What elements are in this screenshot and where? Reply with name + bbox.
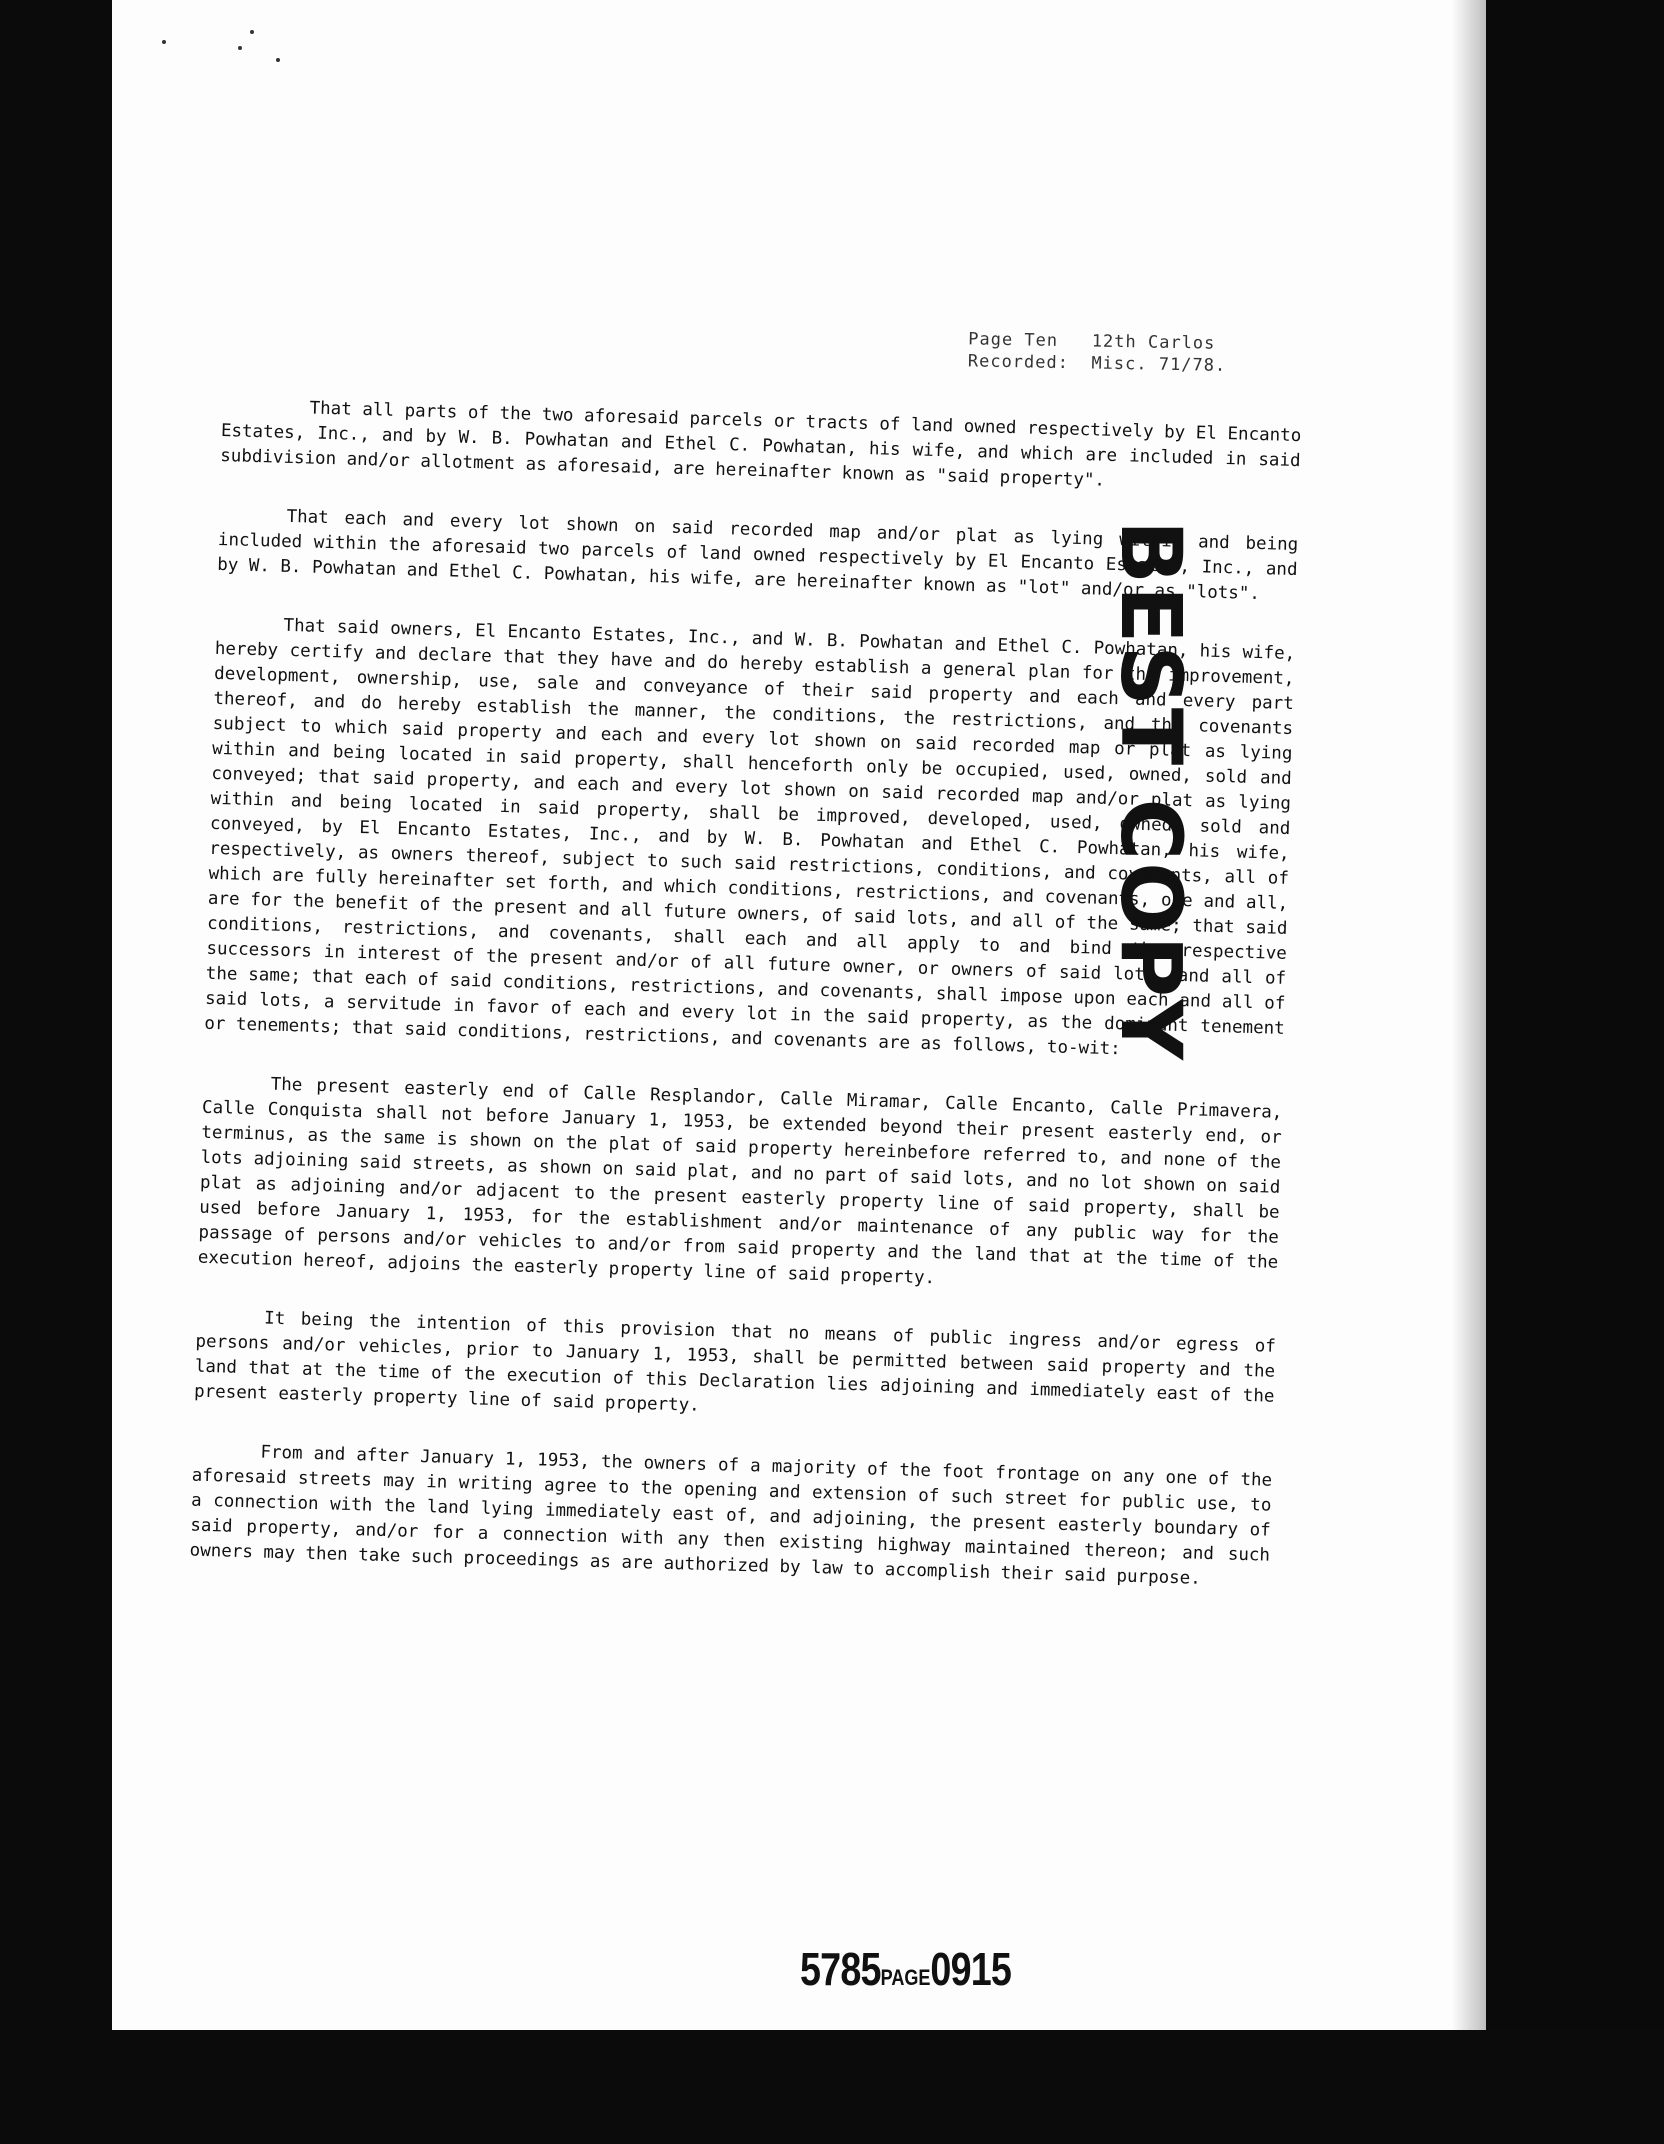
book-page-number (800, 1942, 1011, 1996)
paragraph-said-property: That all parts of the two aforesaid parcels or tracts of land owned respectively by El Encanto Estates, Inc., and by W. B. Powhatan and Ethel C. Powhatan, his wife, and which are included in said subdivision and/or allotment as aforesaid, are hereinafter known as "said property". (219, 398, 1302, 491)
best-copy-stamp: BEST COPY (1102, 520, 1200, 1062)
scan-speck (162, 40, 166, 44)
paragraph-street-extension: The present easterly end of Calle Resplandor, Calle Miramar, Calle Encanto, Calle Primavera, Calle Conquista shall not before January 1, 1953, be extended beyond their present easterly end, or terminus, as the same is shown on the plat of said property hereinbefore referred to, and none of the lots adjoining said streets, as shown on said plat, and no part of said lots, and no lot shown on said plat as adjoining and/or adjacent to the present easterly property line of said property, shall be used before January 1, 1953, for the establishment and/or maintenance of any public way for the passage of persons and/or vehicles to and/or from said property and the land that at the time of the execution hereof, adjoins the easterly property line of said property. (197, 1074, 1283, 1289)
scan-border-left (0, 0, 112, 2144)
paragraph-general-plan: That said owners, El Encanto Estates, Inc., and W. B. Powhatan and Ethel C. Powhatan, his wife, hereby certify and declare that they have and do hereby establish a general plan for the improvement, development, ownership, use, sale and conveyance of their said property and each and every part thereof, and do hereby establish the manner, the conditions, the restrictions, and the covenants subject to which said property and each and every lot shown on said recorded map or plat as lying within and being located in said property, shall henceforth only be occupied, used, owned, sold and conveyed; that said property, and each and every lot shown on said recorded map and/or plat as lying within and being located in said property, shall be improved, developed, used, owned, sold and conveyed, by El Encanto Estates, Inc., and by W. B. Powhatan and Ethel C. Powhatan, his wife, respectively, as owners thereof, subject to such said restrictions, conditions, and covenants, all of which are fully hereinafter set forth, and which conditions, restrictions, and covenants, one and all, are for the benefit of the present and all future owners, of said lots, and all of the same; that said conditions, restrictions, and covenants, shall each and all apply to and bind the respective successors in interest of the present and/or of all future owner, or owners of said lots, and all of the same; that each of said conditions, restrictions, and covenants, shall impose upon each and all of said lots, a servitude in favor of each and every lot in the said property, as the dominant tenement or tenements; that said conditions, restrictions, and covenants are as follows, to-wit: (204, 615, 1296, 1060)
paragraph-intention: It being the intention of this provision that no means of public ingress and/or egress of persons and/or vehicles, prior to January 1, 1953, shall be permitted between said property and the land that at the time of the execution of this Declaration lies adjoining and immediately east of the present easterly property line of said property. (193, 1308, 1277, 1416)
declaration-body (188, 394, 1301, 1628)
scan-border-bottom (0, 2030, 1664, 2144)
scan-speck (250, 30, 254, 34)
scan-border-right (1486, 0, 1664, 2144)
page-number: 0915 (930, 1943, 1012, 1995)
scan-speck (238, 46, 242, 50)
recording-note (968, 328, 1389, 379)
paragraph-after-1953: From and after January 1, 1953, the owners of a majority of the foot frontage on any one of the aforesaid streets may in writing agree to the opening and extension of such street for public use, to a connection with the land lying immediately east of, and adjoining, the present easterly boundary of said property, and/or for a connection with any then existing highway maintained thereon; and such owners may then take such proceedings as are authorized by law to accomplish their said purpose. (189, 1442, 1273, 1589)
paragraph-lots: That each and every lot shown on said recorded map and/or plat as lying within and being included within the aforesaid two parcels of land owned respectively by El Encanto Estates, Inc., and by W. B. Powhatan and Ethel C. Powhatan, his wife, are hereinafter known as "lot" and/or as "lots". (216, 506, 1299, 605)
page-edge-shadow (1452, 0, 1486, 2030)
scan-speck (276, 58, 280, 62)
book-number: 5785 (800, 1943, 881, 1995)
recording-note-line1: Page Ten 12th Carlos (968, 329, 1216, 354)
recording-note-line2: Recorded: Misc. 71/78. (967, 351, 1227, 376)
page-label: PAGE (880, 1965, 931, 1990)
